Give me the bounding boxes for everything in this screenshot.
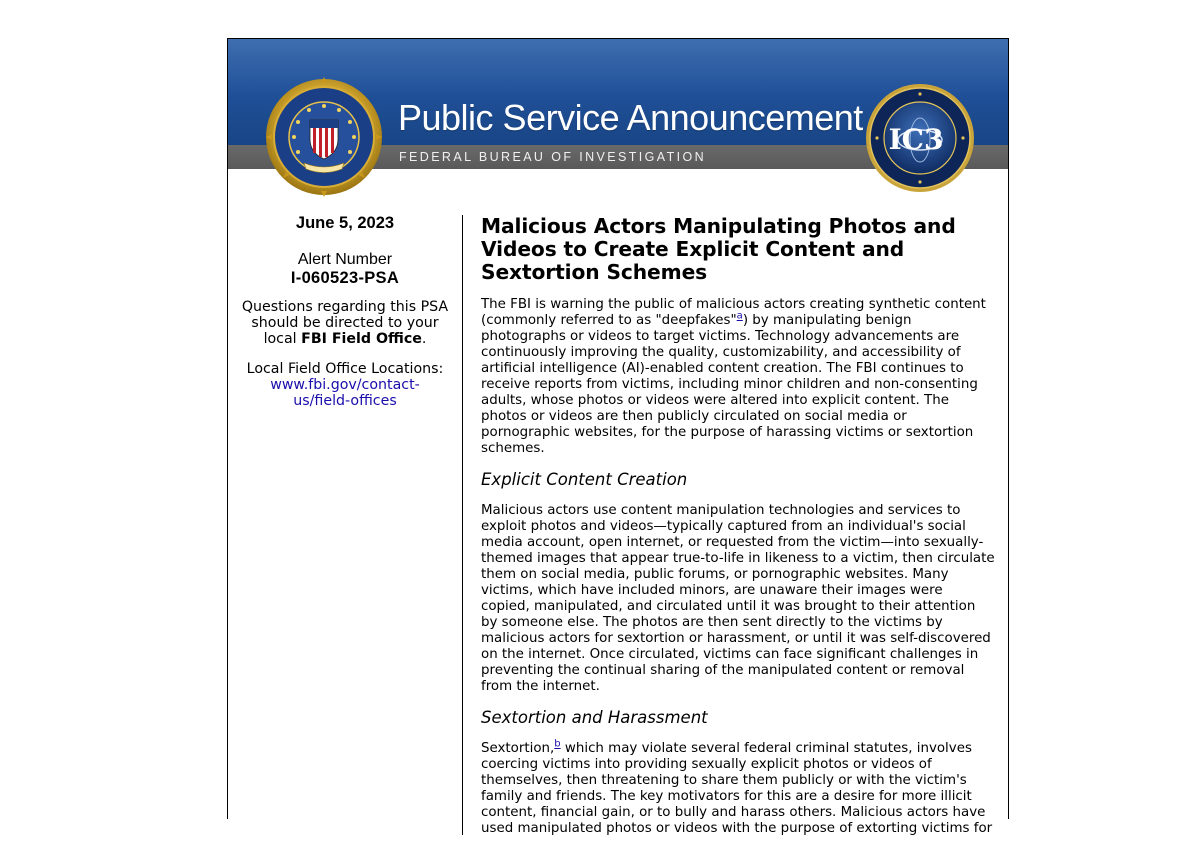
psa-page	[227, 38, 1009, 836]
ic3-seal-icon	[864, 82, 976, 194]
doj-seal-icon	[264, 75, 384, 199]
footnote-b-link[interactable]: b	[554, 738, 561, 750]
alert-number: I-060523-PSA	[290, 269, 400, 287]
sidebar	[228, 211, 462, 409]
questions-text: Questions regarding this PSA should be directed to your local	[241, 299, 449, 347]
section-sextortion-title: Sextortion and Harassment	[481, 708, 708, 727]
column-divider	[462, 215, 463, 835]
section-explicit-content-body: Malicious actors use content manipulation technologies and services to exploit photos and videos—typically captured from an individual's social media account, open internet, or requested from the victim—into sexually-themed images that appear true-to-life in likeness to a victim, then circulate them on social media, public forums, or pornographic websites. Many victims, which have included minors, are unaware their images were copied, manipulated, and circulated until it was brought to their attention by someone else. The photos are then sent directly to the victims by malicious actors for sextortion or harassment, or until it was self-discovered on the internet. Once circulated, victims can face significant challenges in preventing the continual sharing of the manipulated content or removal from the internet.	[481, 503, 995, 694]
field-office-locations-label: Local Field Office Locations:	[246, 361, 444, 377]
field-offices-link[interactable]: www.fbi.gov/contact-us/field-offices	[270, 377, 420, 409]
alert-date: June 5, 2023	[295, 214, 395, 232]
alert-number-label: Alert Number	[297, 251, 393, 268]
questions-period: .	[421, 331, 427, 347]
article-headline: Malicious Actors Manipulating Photos and Videos to Create Explicit Content and Sextortion Schemes	[481, 214, 956, 284]
ic3-seal-mark: IC3	[888, 123, 944, 156]
field-office-label: FBI Field Office	[301, 331, 422, 347]
sextortion-text-continued: which may violate several federal criminal statutes, involves coercing victims into providing sexually explicit photos or videos of themselves, then threatening to share them publicly or with the victim's family and friends. The key motivators for this are a desire for more illicit content, financial gain, or to bully and harass others. Malicious actors have used manipulated photos or videos with the purpose of extorting victims for	[481, 741, 993, 836]
intro-text: The FBI is warning the public of malicious actors creating synthetic content (commonly referred to as "deepfakes"	[481, 297, 986, 328]
intro-paragraph	[481, 297, 995, 457]
intro-text-continued: ) by manipulating benign photographs or videos to target victims. Technology advancements are continuously improving the quality, customizability, and accessibility of artificial intelligence (AI)-enabled content creation. The FBI continues to receive reports from victims, including minor children and non-consenting adults, whose photos or videos were altered into explicit content. The photos or videos are then publicly circulated on social media or pornographic websites, for the purpose of harassing victims or sextortion schemes.	[481, 313, 978, 456]
section-sextortion-body	[481, 738, 995, 837]
questions-note	[228, 299, 462, 347]
banner-title: Public Service Announcement	[398, 97, 863, 138]
footnote-a-link[interactable]: a	[736, 310, 743, 322]
sextortion-text: Sextortion,	[481, 741, 555, 756]
section-explicit-content-title: Explicit Content Creation	[481, 470, 688, 489]
banner-subtitle: FEDERAL BUREAU OF INVESTIGATION	[399, 150, 707, 164]
article	[481, 215, 995, 851]
